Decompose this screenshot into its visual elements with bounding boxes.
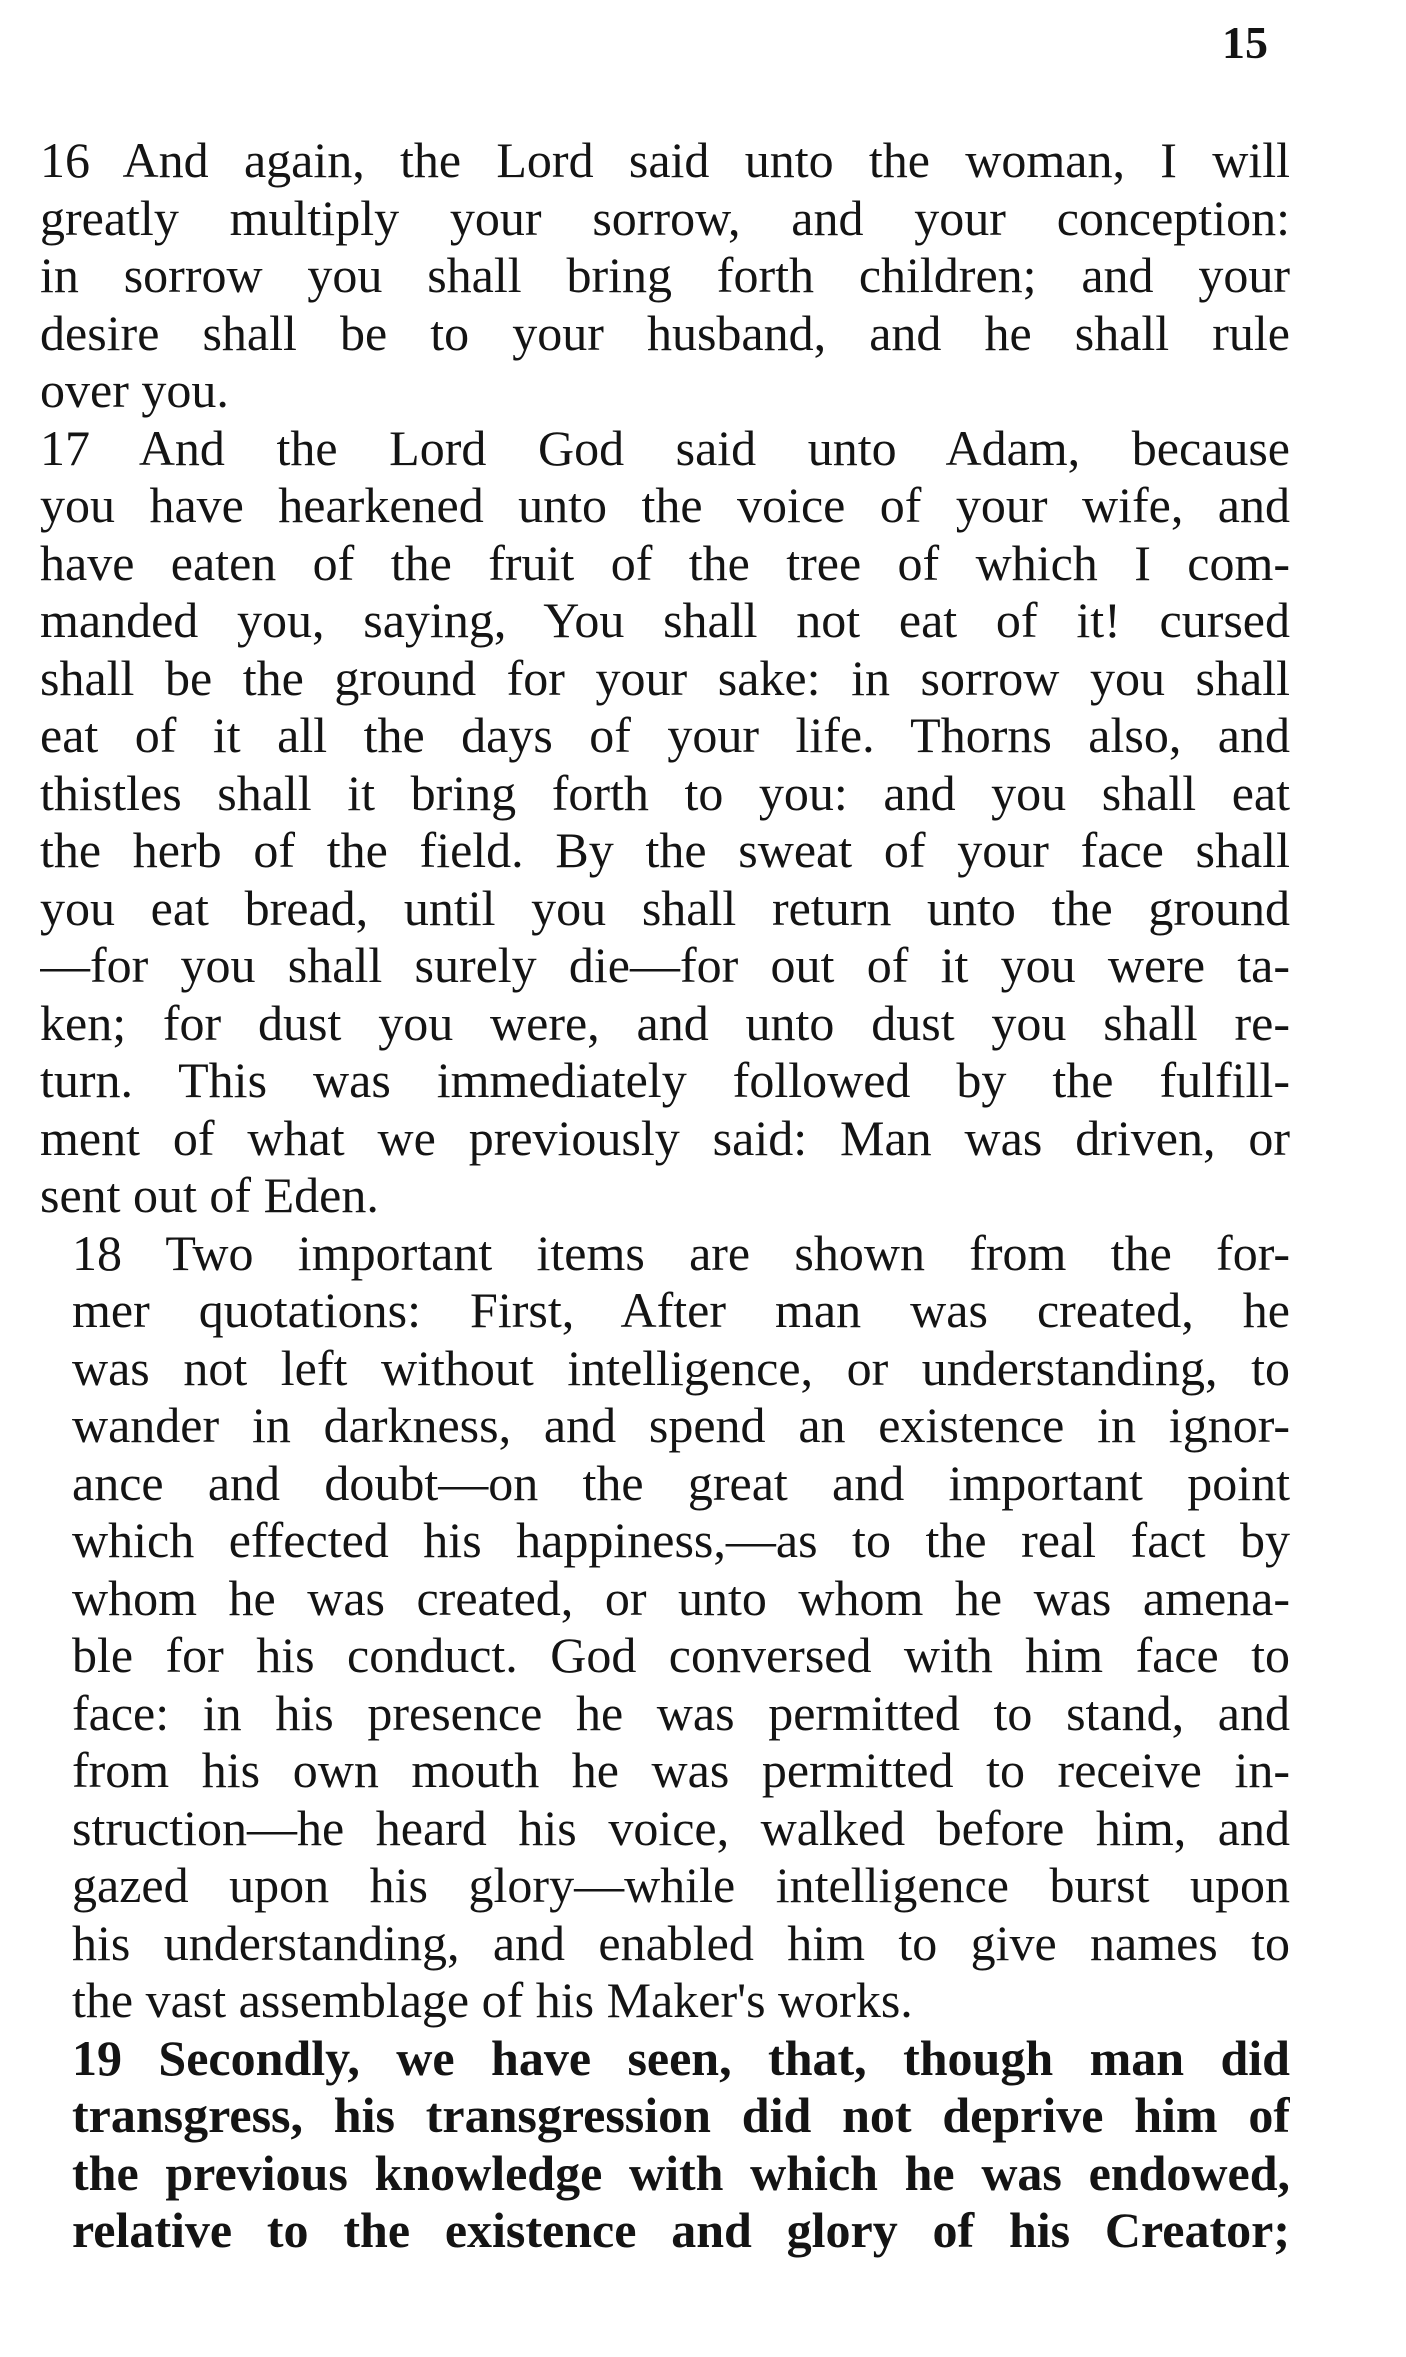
text-line: sent out of Eden. xyxy=(40,1167,379,1223)
text-line: whom he was created, or unto whom he was amena- xyxy=(72,1569,1290,1626)
text-line: eat of it all the days of your life. Thorns also, and xyxy=(40,707,1290,763)
text-line: manded you, saying, You shall not eat of it! cursed xyxy=(40,592,1290,648)
text-line: thistles shall it bring forth to you: and you shall eat xyxy=(40,764,1290,821)
text-line: shall be the ground for your sake: in sorrow you shall xyxy=(40,649,1290,706)
paragraph-19 xyxy=(40,2030,1290,2260)
text-line: the previous knowledge with which he was endowed, xyxy=(72,2144,1290,2201)
paragraph-16 xyxy=(40,132,1290,420)
text-line: you eat bread, until you shall return unto the ground xyxy=(40,879,1290,936)
text-line: face: in his presence he was permitted to stand, and xyxy=(72,1684,1290,1741)
text-line: 19 Secondly, we have seen, that, though man did xyxy=(72,2029,1290,2086)
text-line: ance and doubt—on the great and important point xyxy=(72,1454,1290,1511)
text-line: relative to the existence and glory of his Creator; xyxy=(72,2202,1290,2258)
text-line: his understanding, and enabled him to give names to xyxy=(72,1914,1290,1971)
text-line: ken; for dust you were, and unto dust you shall re- xyxy=(40,994,1290,1051)
text-line: mer quotations: First, After man was created, he xyxy=(72,1282,1290,1338)
page-number: 15 xyxy=(1222,17,1268,68)
text-line: gazed upon his glory—while intelligence burst upon xyxy=(72,1857,1290,1913)
text-line: 18 Two important items are shown from the for- xyxy=(72,1224,1290,1281)
text-line: you have hearkened unto the voice of your wife, and xyxy=(40,477,1290,533)
text-line: desire shall be to your husband, and he shall rule xyxy=(40,304,1290,361)
text-line: —for you shall surely die—for out of it you were ta- xyxy=(40,937,1290,993)
text-line: struction—he heard his voice, walked before him, and xyxy=(72,1799,1290,1856)
paragraph-17 xyxy=(40,420,1290,1225)
text-line: which effected his happiness,—as to the real fact by xyxy=(72,1512,1290,1568)
text-line: transgress, his transgression did not deprive him of xyxy=(72,2087,1290,2143)
text-line: greatly multiply your sorrow, and your conception: xyxy=(40,189,1290,246)
text-line: over you. xyxy=(40,362,229,418)
text-line: 17 And the Lord God said unto Adam, because xyxy=(40,419,1290,476)
text-line: the vast assemblage of his Maker's works. xyxy=(72,1972,913,2028)
text-line: was not left without intelligence, or understanding, to xyxy=(72,1339,1290,1396)
text-line: wander in darkness, and spend an existence in ignor- xyxy=(72,1397,1290,1453)
text-line: turn. This was immediately followed by the fulfill- xyxy=(40,1052,1290,1108)
text-line: ble for his conduct. God conversed with him face to xyxy=(72,1627,1290,1683)
body-text xyxy=(40,132,1290,2260)
paragraph-18 xyxy=(40,1225,1290,2030)
text-line: from his own mouth he was permitted to receive in- xyxy=(72,1742,1290,1798)
text-line: 16 And again, the Lord said unto the woman, I will xyxy=(40,132,1290,188)
text-line: the herb of the field. By the sweat of your face shall xyxy=(40,822,1290,878)
text-line: ment of what we previously said: Man was driven, or xyxy=(40,1109,1290,1166)
text-line: have eaten of the fruit of the tree of which I com- xyxy=(40,534,1290,591)
text-line: in sorrow you shall bring forth children; and your xyxy=(40,247,1290,303)
